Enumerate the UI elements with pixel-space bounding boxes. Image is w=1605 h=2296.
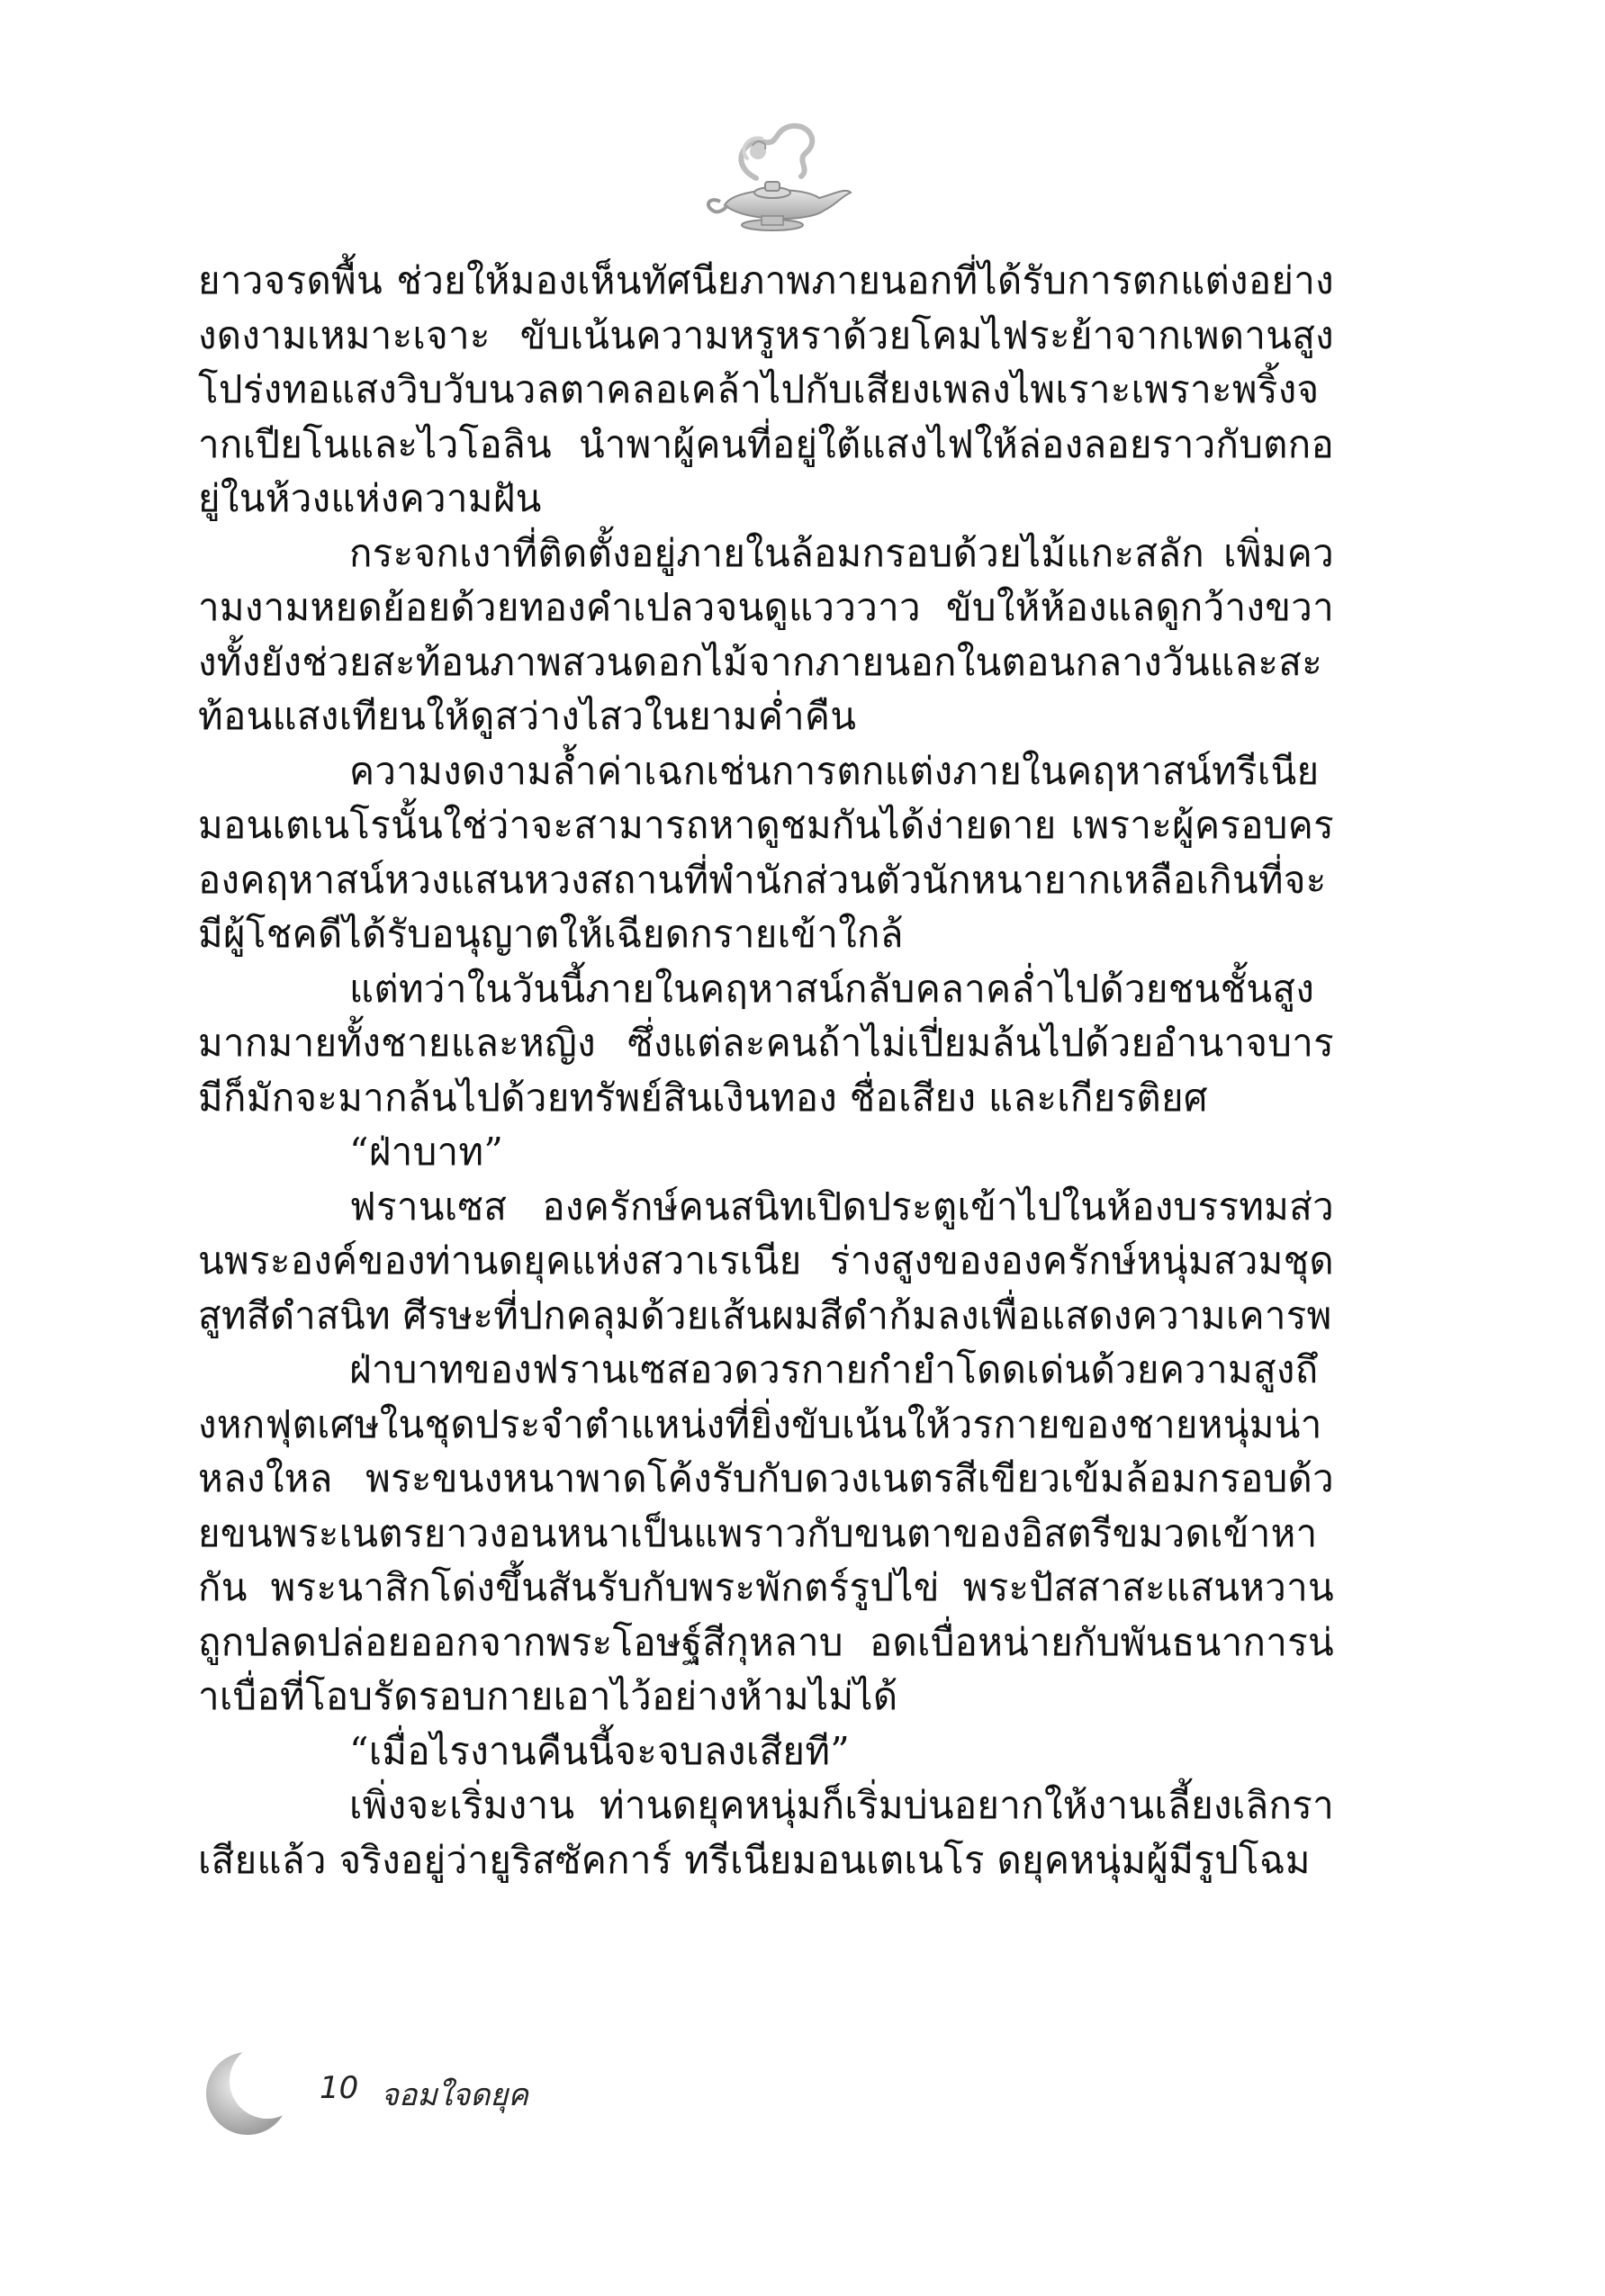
crescent-moon-icon xyxy=(194,2034,311,2151)
page-body xyxy=(198,254,1334,1887)
paragraph: ความงดงามล้ำค่าเฉกเช่นการตกแต่งภายในคฤหาสน์ทรีเนียมอนเตเนโรนั้นใช่ว่าจะสามารถหาดูชมกันได้ง่ายดาย เพราะผู้ครอบครองคฤหาสน์หวงแสนหวงสถานที่พำนักส่วนตัวนักหนายากเหลือเกินที่จะมีผู้โชคดีได้รับอนุญาตให้เฉียดกรายเข้าใกล้ xyxy=(198,748,1334,956)
paragraph: กระจกเงาที่ติดตั้งอยู่ภายในล้อมกรอบด้วยไม้แกะสลัก เพิ่มความงามหยดย้อยด้วยทองคำเปลวจนดูแวววาว ขับให้ห้องแลดูกว้างขวางทั้งยังช่วยสะท้อนภาพสวนดอกไม้จากภายนอกในตอนกลางวันและสะท้อนแสงเทียนให้ดูสว่างไสวในยามค่ำคืน xyxy=(198,530,1334,738)
book-title: จอมใจดยุค xyxy=(381,2077,529,2113)
magic-lamp-icon xyxy=(693,115,855,241)
paragraph: ฝ่าบาทของฟรานเซสอวดวรกายกำยำโดดเด่นด้วยความสูงถึงหกฟุตเศษในชุดประจำตำแหน่งที่ยิ่งขับเน้นให้วรกายของชายหนุ่มน่าหลงใหล พระขนงหนาพาดโค้งรับกับดวงเนตรสีเขียวเข้มล้อมกรอบด้วยขนพระเนตรยาวงอนหนาเป็นแพราวกับขนตาของอิสตรีขมวดเข้าหากัน พระนาสิกโด่งขึ้นสันรับกับพระพักตร์รูปไข่ พระปัสสาสะแสนหวานถูกปลดปล่อยออกจากพระโอษฐ์สีกุหลาบ อดเบื่อหน่ายกับพันธนาการน่าเบื่อที่โอบรัดรอบกายเอาไว้อย่างห้ามไม่ได้ xyxy=(198,1347,1334,1718)
paragraph: แต่ทว่าในวันนี้ภายในคฤหาสน์กลับคลาคล่ำไปด้วยชนชั้นสูงมากมายทั้งชายและหญิง ซึ่งแต่ละคนถ้าไม่เปี่ยมล้นไปด้วยอำนาจบารมีก็มักจะมากล้นไปด้วยทรัพย์สินเงินทอง ชื่อเสียง และเกียรติยศ xyxy=(198,966,1334,1120)
paragraph: เพิ่งจะเริ่มงาน ท่านดยุคหนุ่มก็เริ่มบ่นอยากให้งานเลี้ยงเลิกราเสียแล้ว จริงอยู่ว่ายูริสซัคการ์ ทรีเนียมอนเตเนโร ดยุคหนุ่มผู้มีรูปโฉม xyxy=(198,1783,1334,1882)
paragraph: ฟรานเซส องครักษ์คนสนิทเปิดประตูเข้าไปในห้องบรรทมส่วนพระองค์ของท่านดยุคแห่งสวาเรเนีย ร่างสูงขององครักษ์หนุ่มสวมชุดสูทสีดำสนิท ศีรษะที่ปกคลุมด้วยเส้นผมสีดำก้มลงเพื่อแสดงความเคารพ xyxy=(198,1184,1334,1337)
page-footer xyxy=(194,2034,734,2160)
page-number: 10 xyxy=(320,2070,359,2106)
paragraph: ยาวจรดพื้น ช่วยให้มองเห็นทัศนียภาพภายนอกที่ได้รับการตกแต่งอย่างงดงามเหมาะเจาะ ขับเน้นความหรูหราด้วยโคมไฟระย้าจากเพดานสูงโปร่งทอแสงวิบวับนวลตาคลอเคล้าไปกับเสียงเพลงไพเราะเพราะพริ้งจากเปียโนและไวโอลิน นำพาผู้คนที่อยู่ใต้แสงไฟให้ล่องลอยราวกับตกอยู่ในห้วงแห่งความฝัน xyxy=(198,258,1334,520)
dialogue-line: “ฝ่าบาท” xyxy=(349,1130,504,1174)
dialogue-line: “เมื่อไรงานคืนนี้จะจบลงเสียที” xyxy=(349,1728,851,1773)
